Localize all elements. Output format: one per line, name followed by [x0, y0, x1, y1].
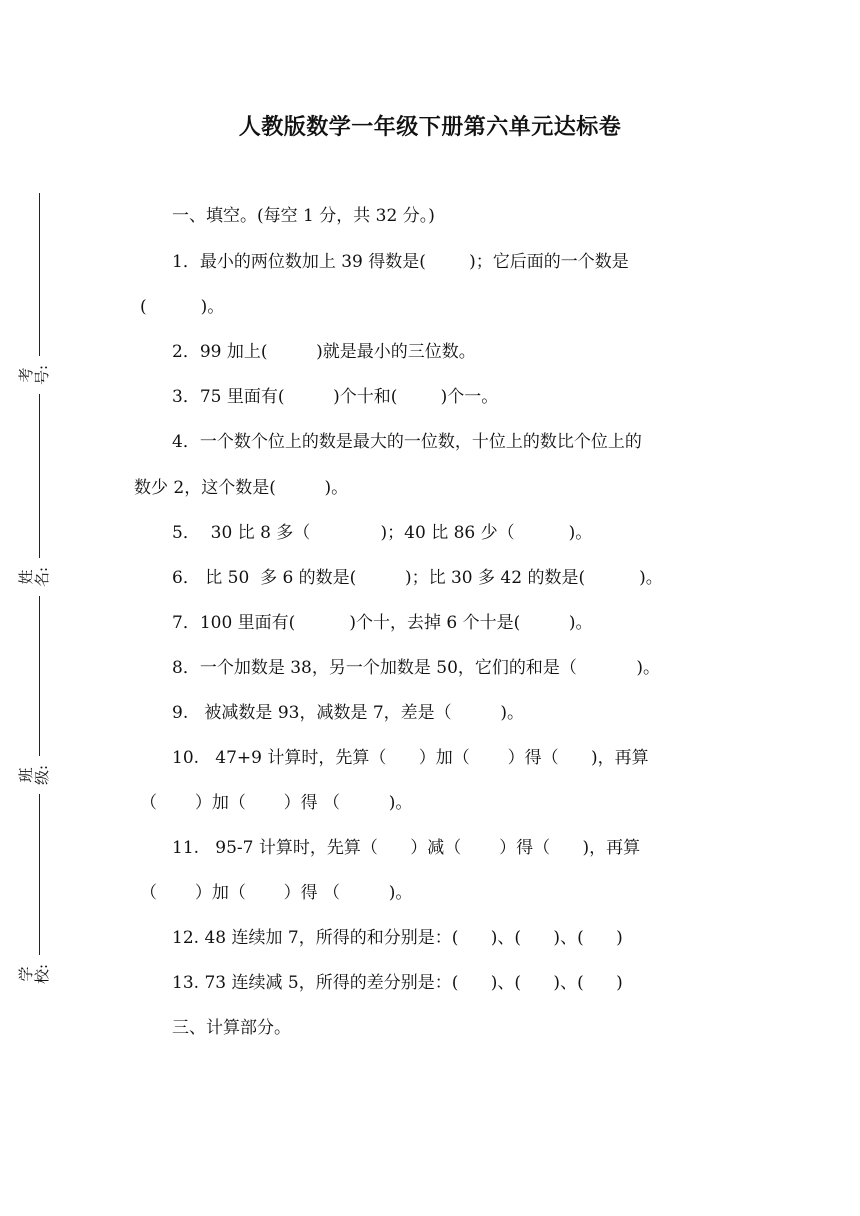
question-8: 8．一个加数是 38，另一个加数是 50，它们的和是（ )。 [172, 658, 660, 678]
question-10-line-1: 10. 47+9 计算时，先算（ ）加（ ）得（ )，再算 [172, 748, 649, 768]
school-label: 学校: [22, 955, 46, 993]
question-9: 9. 被减数是 93，减数是 7，差是（ )。 [172, 703, 524, 723]
question-7: 7．100 里面有( )个十，去掉 6 个十是( )。 [172, 613, 593, 633]
question-1-line-1: 1．最小的两位数加上 39 得数是( )；它后面的一个数是 [172, 252, 629, 272]
question-4-line-1: 4．一个数个位上的数是最大的一位数，十位上的数比个位上的 [172, 432, 642, 452]
question-2: 2．99 加上( )就是最小的三位数。 [172, 342, 476, 362]
question-5: 5． 30 比 8 多（ )；40 比 86 少（ )。 [172, 523, 593, 543]
class-label: 班级: [22, 756, 46, 794]
question-12: 12. 48 连续加 7，所得的和分别是：( )、( )、( ) [172, 928, 623, 948]
question-13: 13. 73 连续减 5，所得的差分别是：( )、( )、( ) [172, 973, 623, 993]
page-title: 人教版数学一年级下册第六单元达标卷 [238, 115, 622, 140]
question-6: 6． 比 50 多 6 的数是( )；比 30 多 42 的数是( )。 [172, 568, 663, 588]
question-1-line-2: ( )。 [140, 297, 225, 317]
question-3: 3．75 里面有( )个十和( )个一。 [172, 387, 499, 407]
section-3-heading: 三、计算部分。 [172, 1018, 291, 1038]
section-1-heading: 一、填空。(每空 1 分，共 32 分。) [172, 206, 435, 226]
question-11-line-2: （ ）加（ ）得 （ )。 [140, 883, 413, 903]
exam-number-label: 考号: [22, 356, 46, 394]
question-4-line-2: 数少 2，这个数是( )。 [134, 478, 349, 498]
question-11-line-1: 11. 95-7 计算时，先算（ ）减（ ）得（ )，再算 [172, 838, 641, 858]
name-label: 姓名: [22, 558, 46, 596]
question-10-line-2: （ ）加（ ）得 （ )。 [140, 793, 413, 813]
